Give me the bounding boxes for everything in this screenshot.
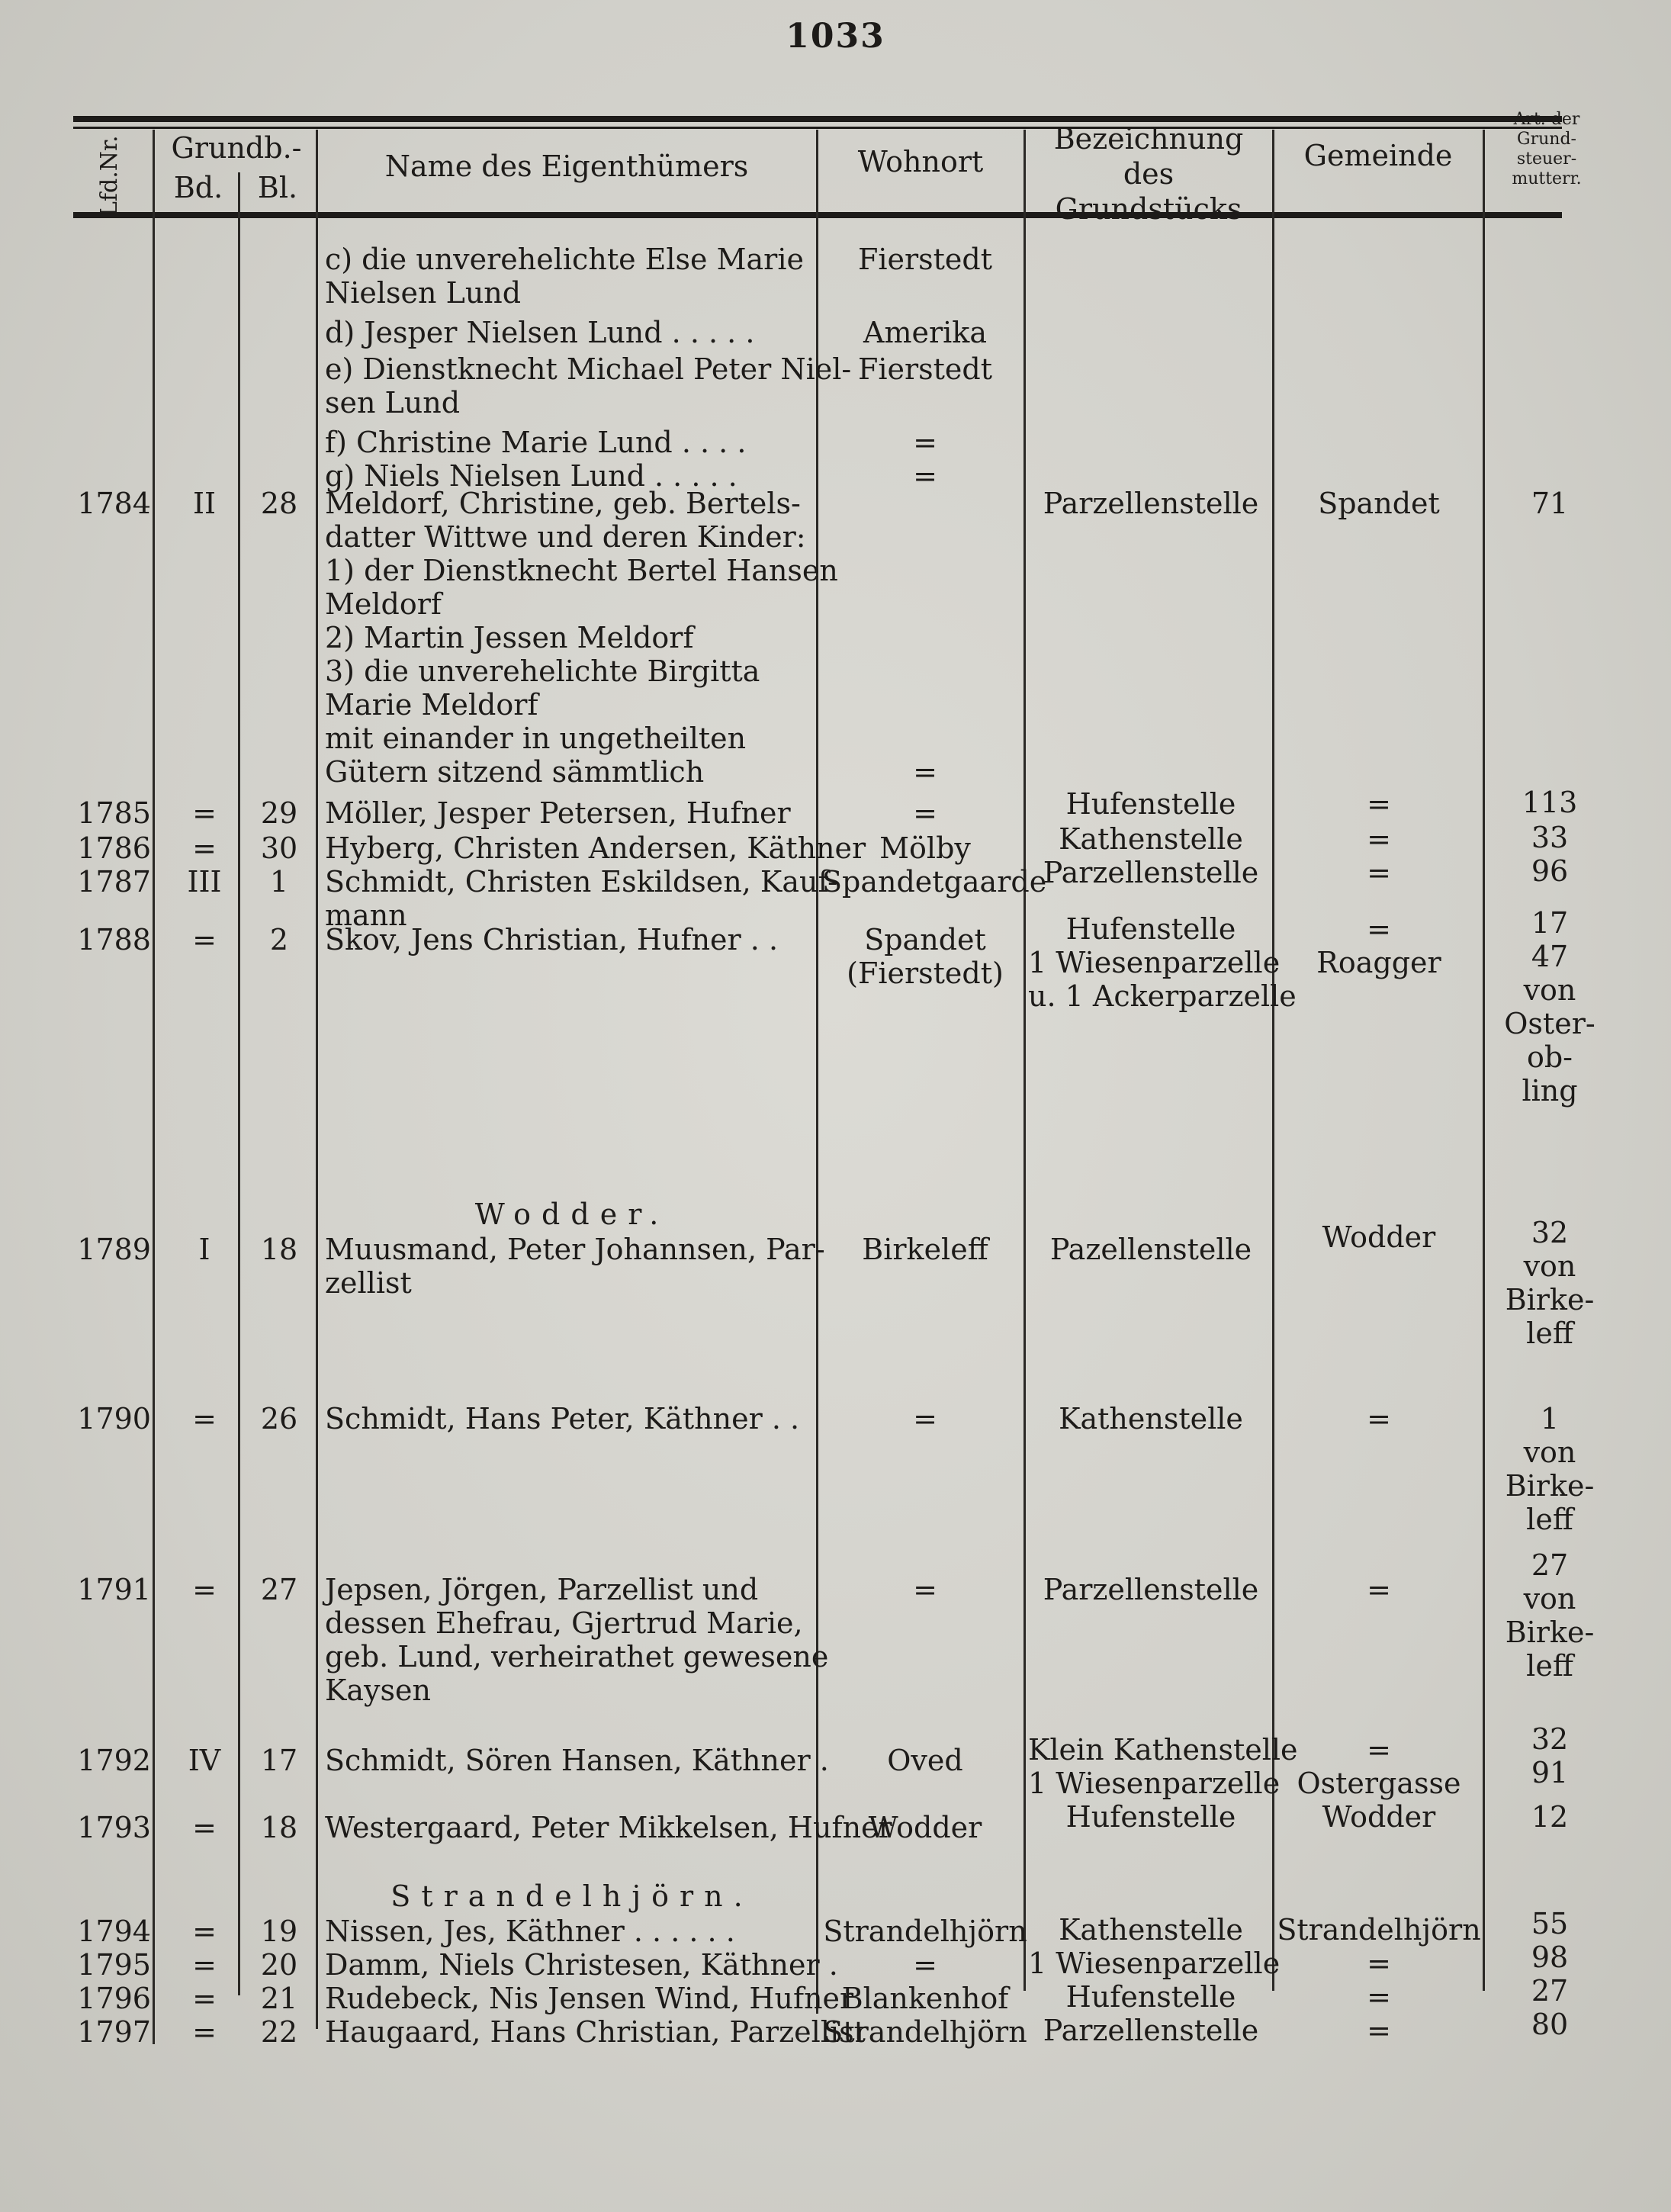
municipality-line: = bbox=[1367, 2014, 1391, 2047]
column-divider bbox=[238, 172, 240, 1995]
owner-name-line: Nielsen Lund bbox=[325, 276, 522, 310]
owner-name bbox=[325, 1948, 838, 1982]
residence-line: Fierstedt bbox=[857, 352, 993, 386]
tax-article-line: 71 bbox=[1531, 487, 1569, 520]
owner-name-line: g) Niels Nielsen Lund . . . . . bbox=[325, 459, 737, 493]
tax-article bbox=[1486, 821, 1614, 854]
residence bbox=[822, 426, 1028, 459]
municipality bbox=[1277, 1980, 1481, 2014]
row-number: 1786 bbox=[77, 831, 151, 865]
owner-name-line: dessen Ehefrau, Gjertrud Marie, bbox=[325, 1606, 803, 1640]
residence bbox=[822, 352, 1028, 386]
tax-article bbox=[1486, 1548, 1614, 1683]
residence bbox=[822, 1402, 1028, 1436]
owner-name-line: Muusmand, Peter Johannsen, Par- bbox=[325, 1233, 825, 1266]
owner-name bbox=[325, 316, 819, 349]
residence-line bbox=[822, 487, 1028, 520]
parcel-designation bbox=[1028, 2014, 1274, 2047]
header-grundbuch: Grundb.- bbox=[171, 131, 302, 165]
row-blatt: 29 bbox=[260, 796, 298, 830]
tax-article bbox=[1486, 2008, 1614, 2041]
tax-article bbox=[1486, 1974, 1614, 2008]
parcel-designation-line: 1 Wiesenparzelle bbox=[1028, 1947, 1281, 1980]
residence bbox=[822, 1982, 1028, 2015]
tax-article-line: Oster- bbox=[1504, 1007, 1595, 1040]
owner-name bbox=[325, 1402, 819, 1436]
owner-name-line: Hyberg, Christen Andersen, Käthner bbox=[325, 831, 866, 865]
tax-article-line: 27 bbox=[1531, 1974, 1569, 2008]
column-divider bbox=[1023, 130, 1026, 1991]
parcel-designation bbox=[1028, 1980, 1274, 2014]
residence-line: Fierstedt bbox=[857, 243, 993, 276]
row-band: = bbox=[192, 1948, 217, 1982]
parcel-designation-line: 1 Wiesenparzelle bbox=[1028, 1767, 1281, 1800]
row-band: = bbox=[192, 1982, 217, 2015]
municipality-line: = bbox=[1367, 787, 1391, 821]
owner-name bbox=[325, 796, 819, 830]
tax-article-line: ling bbox=[1522, 1074, 1578, 1108]
header-band: Bd. bbox=[173, 171, 223, 204]
owner-name-line: Meldorf bbox=[325, 587, 442, 621]
owner-name-line: Rudebeck, Nis Jensen Wind, Hufner bbox=[325, 1982, 854, 2015]
residence bbox=[822, 487, 1028, 789]
owner-name-line: Gütern sitzend sämmtlich bbox=[325, 755, 705, 789]
owner-name bbox=[325, 352, 852, 420]
residence-line: = bbox=[913, 796, 937, 830]
tax-article-line: 1 bbox=[1540, 1402, 1560, 1436]
tax-article bbox=[1486, 854, 1614, 888]
tax-article bbox=[1486, 1216, 1614, 1350]
row-blatt: 2 bbox=[269, 923, 289, 956]
tax-article-line: 80 bbox=[1531, 2008, 1569, 2041]
owner-name-line: Kaysen bbox=[325, 1673, 431, 1707]
row-blatt: 19 bbox=[260, 1915, 298, 1948]
tax-article-line: ob- bbox=[1526, 1040, 1573, 1074]
tax-article-line: Birke- bbox=[1505, 1283, 1595, 1317]
tax-article-line: von bbox=[1523, 973, 1576, 1007]
row-band: = bbox=[192, 831, 217, 865]
owner-name-line: datter Wittwe und deren Kinder: bbox=[325, 520, 806, 554]
header-top-rule-thin bbox=[73, 127, 1562, 129]
residence-line: = bbox=[913, 1948, 937, 1982]
row-blatt: 30 bbox=[260, 831, 298, 865]
tax-article-line: leff bbox=[1526, 1317, 1573, 1350]
municipality bbox=[1277, 822, 1481, 856]
owner-name-line: Nissen, Jes, Käthner . . . . . . bbox=[325, 1915, 735, 1948]
row-number: 1785 bbox=[77, 796, 151, 830]
tax-article-line: von bbox=[1523, 1249, 1576, 1283]
residence-line bbox=[822, 554, 1028, 587]
header-wohnort: Wohnort bbox=[857, 145, 984, 178]
municipality bbox=[1277, 856, 1481, 889]
header-bezeichnung-1: Bezeichnung bbox=[1053, 122, 1244, 156]
parcel-designation-line: Hufenstelle bbox=[1065, 787, 1236, 821]
residence bbox=[822, 1948, 1028, 1982]
parcel-designation-line: 1 Wiesenparzelle bbox=[1028, 946, 1281, 979]
header-gemeinde: Gemeinde bbox=[1303, 139, 1453, 172]
row-band: = bbox=[192, 2015, 217, 2049]
parcel-designation bbox=[1028, 1947, 1281, 1980]
owner-name-line: Damm, Niels Christesen, Käthner . bbox=[325, 1948, 838, 1982]
tax-article-line: 98 bbox=[1531, 1940, 1569, 1974]
residence-line: Oved bbox=[887, 1744, 963, 1777]
owner-name-line: Jepsen, Jörgen, Parzellist und bbox=[325, 1573, 759, 1606]
row-band: = bbox=[192, 1402, 217, 1436]
parcel-designation bbox=[1028, 487, 1274, 520]
parcel-designation-line: Parzellenstelle bbox=[1043, 856, 1259, 889]
owner-name bbox=[325, 1573, 829, 1707]
parcel-designation bbox=[1028, 1573, 1274, 1606]
owner-name bbox=[325, 1811, 892, 1844]
row-band: III bbox=[187, 865, 222, 899]
parcel-designation bbox=[1028, 1233, 1274, 1266]
row-band: II bbox=[192, 487, 217, 520]
owner-name bbox=[325, 1744, 829, 1777]
tax-article bbox=[1486, 786, 1614, 819]
municipality bbox=[1277, 912, 1481, 979]
row-band: = bbox=[192, 796, 217, 830]
header-name: Name des Eigenthümers bbox=[384, 150, 749, 183]
owner-name bbox=[325, 865, 837, 932]
tax-article bbox=[1486, 1402, 1614, 1536]
tax-article-line: 27 bbox=[1531, 1548, 1569, 1582]
owner-name-line: Westergaard, Peter Mikkelsen, Hufner bbox=[325, 1811, 892, 1844]
tax-article-line: 12 bbox=[1531, 1800, 1569, 1834]
parcel-designation-line: Pazellenstelle bbox=[1049, 1233, 1252, 1266]
owner-name-line: c) die unverehelichte Else Marie bbox=[325, 243, 804, 276]
parcel-designation-line: Hufenstelle bbox=[1065, 912, 1236, 946]
municipality-line: = bbox=[1367, 912, 1391, 946]
header-art-3: steuer- bbox=[1516, 150, 1577, 169]
municipality-line: Strandelhjörn bbox=[1277, 1913, 1481, 1947]
owner-name-line: mit einander in ungetheilten bbox=[325, 722, 747, 755]
tax-article-line: Birke- bbox=[1505, 1616, 1595, 1649]
residence-line bbox=[822, 722, 1028, 755]
row-blatt: 20 bbox=[260, 1948, 298, 1982]
owner-name-line: Meldorf, Christine, geb. Bertels- bbox=[325, 487, 801, 520]
header-lfd-nr: Lfd.Nr. bbox=[96, 135, 123, 217]
parcel-designation bbox=[1028, 1913, 1274, 1947]
tax-article-line: 55 bbox=[1531, 1907, 1569, 1940]
residence-line: Strandelhjörn bbox=[823, 1915, 1027, 1948]
municipality-line: = bbox=[1367, 1947, 1391, 1980]
tax-article-line: von bbox=[1523, 1436, 1576, 1469]
residence-line: = bbox=[913, 1573, 937, 1606]
municipality bbox=[1277, 2014, 1481, 2047]
tax-article-line: 32 bbox=[1531, 1216, 1569, 1249]
residence bbox=[822, 1573, 1028, 1606]
tax-article-line: Birke- bbox=[1505, 1469, 1595, 1503]
residence-line: Spandet bbox=[864, 923, 986, 956]
row-number: 1796 bbox=[77, 1982, 151, 2015]
owner-name-line: Marie Meldorf bbox=[325, 688, 538, 722]
municipality-line: = bbox=[1367, 822, 1391, 856]
residence-line bbox=[822, 688, 1028, 722]
residence-line: Strandelhjörn bbox=[823, 2015, 1027, 2049]
municipality-line: Spandet bbox=[1318, 487, 1440, 520]
owner-name bbox=[325, 426, 819, 459]
residence bbox=[822, 1744, 1028, 1777]
tax-article-line: leff bbox=[1526, 1649, 1573, 1683]
row-number: 1795 bbox=[77, 1948, 151, 1982]
row-blatt: 1 bbox=[269, 865, 289, 899]
parcel-designation-line: Parzellenstelle bbox=[1043, 487, 1259, 520]
municipality bbox=[1277, 787, 1481, 821]
parcel-designation-line: Kathenstelle bbox=[1059, 1913, 1243, 1947]
owner-name-line: sen Lund bbox=[325, 386, 461, 420]
residence-line bbox=[822, 587, 1028, 621]
header-art-2: Grund- bbox=[1517, 130, 1576, 149]
municipality-line: = bbox=[1367, 1573, 1391, 1606]
header-bezeichnung-2: des Grundstücks bbox=[1055, 157, 1242, 226]
owner-name bbox=[325, 243, 819, 310]
owner-name-line: 2) Martin Jessen Meldorf bbox=[325, 621, 694, 654]
residence-line bbox=[822, 654, 1028, 688]
owner-name-line: Möller, Jesper Petersen, Hufner bbox=[325, 796, 791, 830]
parcel-designation-line: Klein Kathenstelle bbox=[1028, 1733, 1298, 1767]
tax-article-line: 47 bbox=[1531, 940, 1569, 973]
row-number: 1793 bbox=[77, 1811, 151, 1844]
row-number: 1797 bbox=[77, 2015, 151, 2049]
row-number: 1789 bbox=[77, 1233, 151, 1266]
tax-article-line: leff bbox=[1526, 1503, 1573, 1536]
residence-line: = bbox=[913, 1402, 937, 1436]
residence bbox=[822, 316, 1028, 349]
residence-line: Spandetgaarde bbox=[822, 865, 1047, 899]
residence-line: = bbox=[913, 459, 937, 493]
header-blatt: Bl. bbox=[257, 171, 298, 204]
tax-article bbox=[1486, 487, 1614, 520]
row-number: 1791 bbox=[77, 1573, 151, 1606]
tax-article-line: von bbox=[1523, 1582, 1576, 1616]
column-divider bbox=[1483, 130, 1485, 1991]
section-heading-wodder: Wodder. bbox=[474, 1198, 670, 1231]
residence-line: = bbox=[913, 426, 937, 459]
row-band: = bbox=[192, 1811, 217, 1844]
row-band: IV bbox=[188, 1744, 221, 1777]
residence-line: = bbox=[913, 755, 937, 789]
parcel-designation bbox=[1028, 822, 1274, 856]
residence-line: Birkeleff bbox=[862, 1233, 988, 1266]
header-art-1: Art. der bbox=[1513, 110, 1580, 129]
parcel-designation-line: Kathenstelle bbox=[1059, 1402, 1243, 1436]
municipality-line: Roagger bbox=[1316, 946, 1441, 979]
municipality-line: = bbox=[1367, 856, 1391, 889]
residence-line: Amerika bbox=[863, 316, 987, 349]
owner-name-line: zellist bbox=[325, 1266, 412, 1300]
tax-article bbox=[1486, 1800, 1614, 1834]
residence bbox=[822, 796, 1028, 830]
residence bbox=[822, 1811, 1028, 1844]
municipality bbox=[1277, 1947, 1481, 1980]
residence bbox=[822, 831, 1028, 865]
owner-name bbox=[325, 2015, 866, 2049]
municipality bbox=[1277, 1913, 1481, 1947]
owner-name-line: Skov, Jens Christian, Hufner . . bbox=[325, 923, 779, 956]
header-top-rule bbox=[73, 116, 1562, 122]
residence-line: Blankenhof bbox=[841, 1982, 1009, 2015]
owner-name bbox=[325, 487, 838, 789]
column-divider bbox=[316, 130, 318, 2029]
municipality bbox=[1277, 1220, 1481, 1254]
owner-name-line: geb. Lund, verheirathet gewesene bbox=[325, 1640, 829, 1673]
residence bbox=[822, 243, 1028, 276]
column-divider bbox=[153, 130, 155, 2044]
row-blatt: 28 bbox=[260, 487, 298, 520]
owner-name-line: f) Christine Marie Lund . . . . bbox=[325, 426, 747, 459]
column-divider bbox=[1272, 130, 1274, 1991]
row-band: = bbox=[192, 923, 217, 956]
row-blatt: 27 bbox=[260, 1573, 298, 1606]
row-number: 1784 bbox=[77, 487, 151, 520]
municipality bbox=[1277, 1733, 1481, 1800]
owner-name bbox=[325, 923, 819, 956]
parcel-designation bbox=[1028, 1733, 1298, 1800]
page-number: 1033 bbox=[786, 17, 885, 56]
owner-name-line: Schmidt, Hans Peter, Käthner . . bbox=[325, 1402, 800, 1436]
row-band: = bbox=[192, 1915, 217, 1948]
tax-article bbox=[1486, 1907, 1614, 1940]
row-blatt: 21 bbox=[260, 1982, 298, 2015]
parcel-designation-line: Kathenstelle bbox=[1059, 822, 1243, 856]
tax-article-line: 32 bbox=[1531, 1722, 1569, 1756]
residence-line bbox=[822, 621, 1028, 654]
owner-name bbox=[325, 1233, 825, 1300]
owner-name-line: 1) der Dienstknecht Bertel Hansen bbox=[325, 554, 838, 587]
residence bbox=[822, 923, 1028, 990]
section-heading-strandelhjoern: Strandelhjörn. bbox=[390, 1879, 754, 1913]
municipality-line: Wodder bbox=[1322, 1220, 1436, 1254]
row-blatt: 26 bbox=[260, 1402, 298, 1436]
owner-name-line: Schmidt, Sören Hansen, Käthner . bbox=[325, 1744, 829, 1777]
municipality-line: Ostergasse bbox=[1297, 1767, 1461, 1800]
row-band: = bbox=[192, 1573, 217, 1606]
row-blatt: 22 bbox=[260, 2015, 298, 2049]
row-number: 1794 bbox=[77, 1915, 151, 1948]
municipality bbox=[1277, 487, 1481, 520]
residence-line: Mölby bbox=[879, 831, 971, 865]
owner-name-line: Schmidt, Christen Eskildsen, Kauf- bbox=[325, 865, 837, 899]
tax-article bbox=[1486, 906, 1614, 1108]
municipality-line: Wodder bbox=[1322, 1800, 1436, 1834]
parcel-designation bbox=[1028, 856, 1274, 889]
parcel-designation-line: Parzellenstelle bbox=[1043, 1573, 1259, 1606]
residence-line: Wodder bbox=[868, 1811, 982, 1844]
tax-article bbox=[1486, 1722, 1614, 1789]
parcel-designation-line: Hufenstelle bbox=[1065, 1980, 1236, 2014]
parcel-designation-line: Parzellenstelle bbox=[1043, 2014, 1259, 2047]
owner-name bbox=[325, 1982, 854, 2015]
residence bbox=[822, 865, 1047, 899]
owner-name bbox=[325, 831, 866, 865]
residence bbox=[822, 1915, 1028, 1948]
parcel-designation bbox=[1028, 787, 1274, 821]
row-band: I bbox=[198, 1233, 210, 1266]
tax-article-line: 96 bbox=[1531, 854, 1569, 888]
residence bbox=[822, 2015, 1028, 2049]
municipality-line: = bbox=[1367, 1402, 1391, 1436]
parcel-designation bbox=[1028, 1800, 1274, 1834]
tax-article-line: 33 bbox=[1531, 821, 1569, 854]
parcel-designation-line: Hufenstelle bbox=[1065, 1800, 1236, 1834]
municipality-line: = bbox=[1367, 1980, 1391, 2014]
tax-article-line: 113 bbox=[1522, 786, 1578, 819]
row-number: 1792 bbox=[77, 1744, 151, 1777]
tax-article-line: 17 bbox=[1531, 906, 1569, 940]
owner-name bbox=[325, 1915, 819, 1948]
parcel-designation bbox=[1028, 1402, 1274, 1436]
tax-article-line: 91 bbox=[1531, 1756, 1569, 1789]
parcel-designation-line: u. 1 Ackerparzelle bbox=[1028, 979, 1297, 1013]
parcel-designation bbox=[1028, 912, 1297, 1013]
row-number: 1787 bbox=[77, 865, 151, 899]
municipality-line: = bbox=[1367, 1733, 1391, 1767]
municipality bbox=[1277, 1573, 1481, 1606]
tax-article bbox=[1486, 1940, 1614, 1974]
row-number: 1790 bbox=[77, 1402, 151, 1436]
owner-name-line: mann bbox=[325, 899, 407, 932]
header-art-4: mutterr. bbox=[1512, 169, 1582, 188]
owner-name-line: e) Dienstknecht Michael Peter Niel- bbox=[325, 352, 852, 386]
owner-name-line: 3) die unverehelichte Birgitta bbox=[325, 654, 760, 688]
owner-name-line: d) Jesper Nielsen Lund . . . . . bbox=[325, 316, 755, 349]
municipality bbox=[1277, 1800, 1481, 1834]
owner-name-line: Haugaard, Hans Christian, Parzellist bbox=[325, 2015, 866, 2049]
row-number: 1788 bbox=[77, 923, 151, 956]
residence bbox=[822, 1233, 1028, 1266]
row-blatt: 17 bbox=[260, 1744, 298, 1777]
residence-line: (Fierstedt) bbox=[847, 956, 1004, 990]
residence-line bbox=[822, 520, 1028, 554]
row-blatt: 18 bbox=[260, 1811, 298, 1844]
row-blatt: 18 bbox=[260, 1233, 298, 1266]
municipality bbox=[1277, 1402, 1481, 1436]
